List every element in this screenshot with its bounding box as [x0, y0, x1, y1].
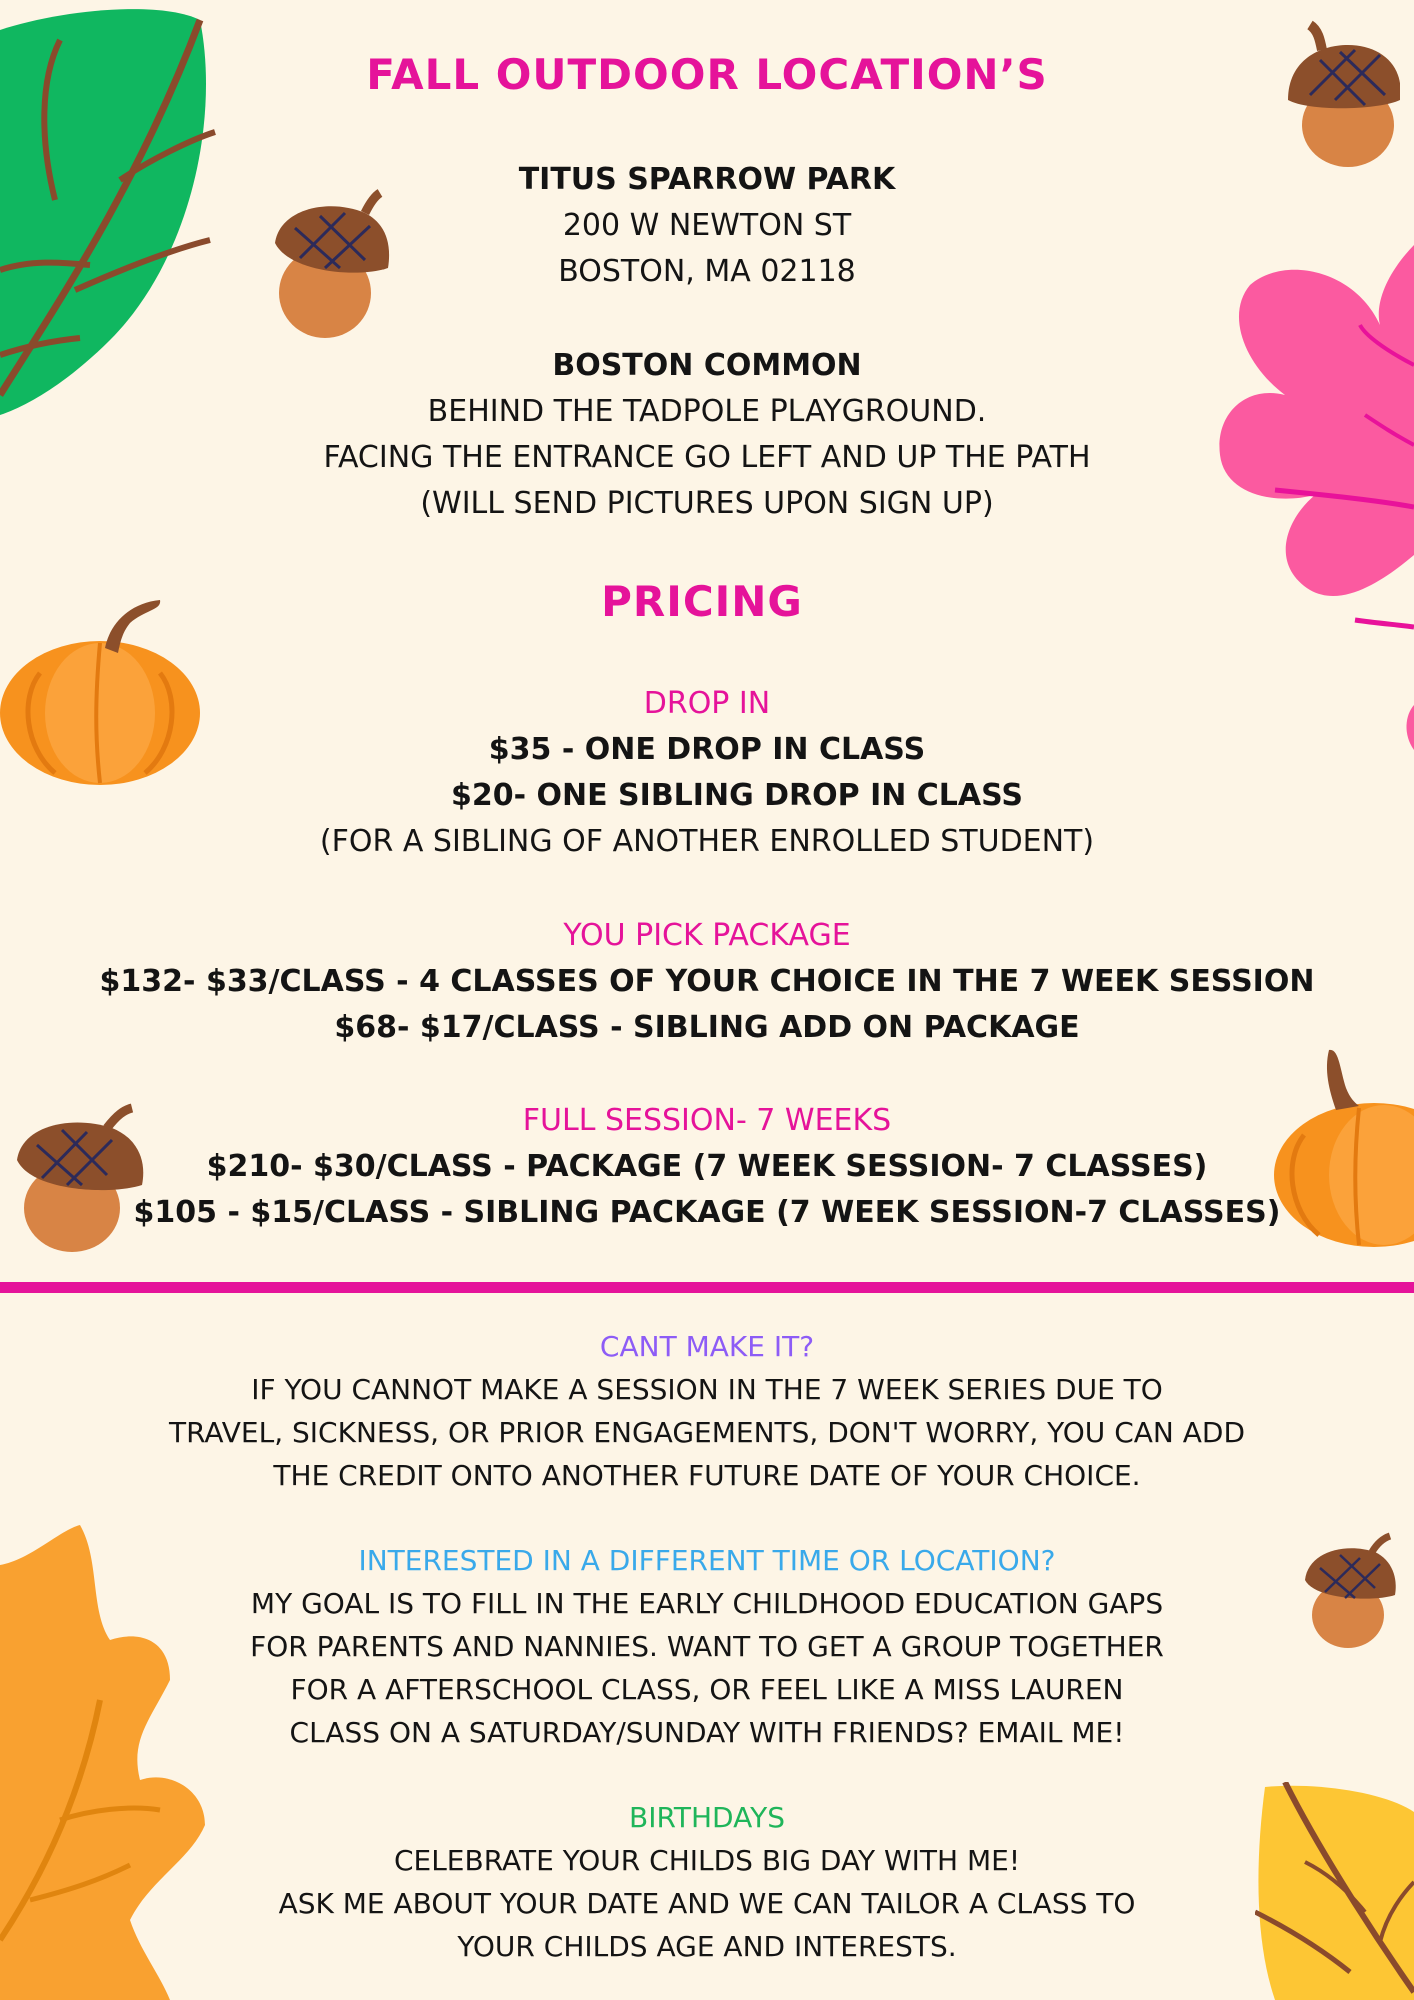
you-pick-section [0, 913, 1414, 1051]
birthdays-heading: BIRTHDAYS [629, 1801, 785, 1834]
different-time-heading: INTERESTED IN A DIFFERENT TIME OR LOCATION? [358, 1544, 1056, 1577]
titus-name: TITUS SPARROW PARK [518, 162, 896, 197]
cant-make-it-line3: THE CREDIT ONTO ANOTHER FUTURE DATE OF YOUR CHOICE. [273, 1459, 1141, 1492]
titus-street: 200 W NEWTON ST [562, 208, 852, 243]
pricing-title: PRICING [601, 577, 803, 626]
drop-in-section [0, 681, 1414, 865]
section-divider [0, 1282, 1414, 1293]
birthdays-line2: ASK ME ABOUT YOUR DATE AND WE CAN TAILOR A CLASS TO [278, 1887, 1136, 1920]
you-pick-line2: $68- $17/CLASS - SIBLING ADD ON PACKAGE [334, 1010, 1080, 1045]
different-time-section [0, 1539, 1414, 1754]
you-pick-heading: YOU PICK PACKAGE [563, 918, 851, 953]
full-session-heading: FULL SESSION- 7 WEEKS [522, 1103, 892, 1138]
full-session-line1: $210- $30/CLASS - PACKAGE (7 WEEK SESSION- 7 CLASSES) [206, 1149, 1208, 1184]
titus-city: BOSTON, MA 02118 [558, 254, 856, 289]
common-line2: FACING THE ENTRANCE GO LEFT AND UP THE PATH [323, 440, 1091, 475]
drop-in-line3: (FOR A SIBLING OF ANOTHER ENROLLED STUDENT) [319, 824, 1095, 859]
full-session-line2: $105 - $15/CLASS - SIBLING PACKAGE (7 WEEK SESSION-7 CLASSES) [133, 1195, 1281, 1230]
pricing-title-wrap [0, 577, 1414, 626]
different-time-line3: FOR A AFTERSCHOOL CLASS, OR FEEL LIKE A MISS LAUREN [290, 1673, 1124, 1706]
common-line1: BEHIND THE TADPOLE PLAYGROUND. [427, 394, 987, 429]
birthdays-section [0, 1796, 1414, 1968]
different-time-line1: MY GOAL IS TO FILL IN THE EARLY CHILDHOOD EDUCATION GAPS [250, 1587, 1164, 1620]
cant-make-it-heading: CANT MAKE IT? [599, 1330, 815, 1363]
common-name: BOSTON COMMON [552, 348, 862, 383]
different-time-line4: CLASS ON A SATURDAY/SUNDAY WITH FRIENDS? EMAIL ME! [289, 1716, 1125, 1749]
different-time-line2: FOR PARENTS AND NANNIES. WANT TO GET A GROUP TOGETHER [250, 1630, 1164, 1663]
cant-make-it-section [0, 1325, 1414, 1497]
drop-in-line2: $20- ONE SIBLING DROP IN CLASS [450, 778, 1024, 813]
birthdays-line3: YOUR CHILDS AGE AND INTERESTS. [457, 1930, 957, 1963]
cant-make-it-line1: IF YOU CANNOT MAKE A SESSION IN THE 7 WEEK SERIES DUE TO [251, 1373, 1163, 1406]
locations-section [0, 50, 1414, 99]
drop-in-heading: DROP IN [643, 686, 771, 721]
boston-common-location [0, 343, 1414, 527]
titus-sparrow-location [0, 157, 1414, 295]
drop-in-line1: $35 - ONE DROP IN CLASS [488, 732, 926, 767]
common-line3: (WILL SEND PICTURES UPON SIGN UP) [420, 486, 994, 521]
locations-title: FALL OUTDOOR LOCATION’S [366, 50, 1048, 99]
cant-make-it-line2: TRAVEL, SICKNESS, OR PRIOR ENGAGEMENTS, DON'T WORRY, YOU CAN ADD [168, 1416, 1246, 1449]
you-pick-line1: $132- $33/CLASS - 4 CLASSES OF YOUR CHOICE IN THE 7 WEEK SESSION [99, 964, 1315, 999]
full-session-section [0, 1098, 1414, 1236]
birthdays-line1: CELEBRATE YOUR CHILDS BIG DAY WITH ME! [393, 1844, 1021, 1877]
